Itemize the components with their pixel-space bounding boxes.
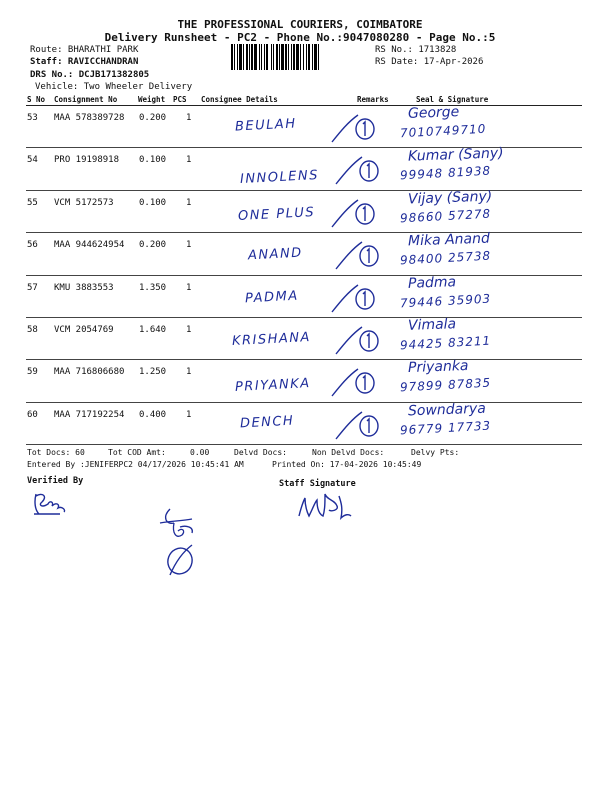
- table-row: [0, 106, 600, 148]
- row-consignment: VCM 2054769: [54, 325, 114, 335]
- table-row: [0, 273, 600, 318]
- row-weight: 1.640: [139, 325, 167, 335]
- printed-on: Printed On: 17-04-2026 10:45:49: [272, 460, 422, 469]
- row-sno: 58: [27, 325, 38, 335]
- table-row: [0, 318, 600, 360]
- row-consignment: MAA 717192254: [54, 409, 125, 420]
- row-sno: 54: [27, 155, 38, 166]
- consignee-handwritten-name: PRIYANKA: [234, 376, 312, 396]
- remark-mark: [328, 197, 378, 231]
- remark-mark: [328, 282, 378, 316]
- row-weight: 0.200: [139, 113, 167, 123]
- receiver-phone: 79446 35903: [399, 291, 492, 310]
- remark-mark: [328, 366, 378, 400]
- receiver-signature-name: Vimala: [407, 316, 457, 334]
- row-consignment: MAA 944624954: [54, 240, 125, 251]
- col-sno: S No: [27, 95, 46, 104]
- row-consignment: PRO 19198918: [54, 155, 120, 166]
- remark-mark: [328, 112, 378, 146]
- delvd-docs: Delvd Docs:: [234, 448, 287, 457]
- consignee-handwritten-name: BEULAH: [234, 116, 297, 135]
- drs-number: DRS No.: DCJB171382805: [30, 70, 150, 80]
- receiver-signature-name: Mika Anand: [407, 230, 491, 250]
- consignee-handwritten-name: DENCH: [239, 413, 295, 432]
- table-row: [0, 360, 600, 402]
- tot-cod-value: 0.00: [190, 448, 210, 457]
- row-consignment: VCM 5172573: [54, 197, 114, 208]
- consignee-handwritten-name: INNOLENS: [239, 168, 320, 188]
- table-row: [0, 188, 600, 233]
- receiver-phone: 96779 17733: [399, 418, 492, 438]
- scribble-signature: [152, 505, 204, 583]
- runsheet-title: Delivery Runsheet - PC2 - Phone No.:9047080280 - Page No.:5: [104, 31, 496, 44]
- rs-date: RS Date: 17-Apr-2026: [375, 57, 484, 67]
- non-delvd-docs: Non Delvd Docs:: [312, 448, 385, 457]
- receiver-phone: 94425 83211: [399, 333, 492, 353]
- table-row: [0, 400, 600, 445]
- remark-mark: [332, 409, 382, 443]
- consignee-handwritten-name: KRISHANA: [231, 329, 312, 350]
- row-pcs: 1: [186, 240, 192, 251]
- receiver-phone: 97899 87835: [399, 376, 492, 395]
- vehicle-label: Vehicle: Two Wheeler Delivery: [35, 82, 193, 92]
- row-sno: 59: [27, 367, 38, 378]
- receiver-signature-name: Vijay (Sany): [407, 188, 493, 208]
- staff-label: Staff: RAVICCHANDRAN: [30, 57, 139, 67]
- row-pcs: 1: [186, 409, 192, 420]
- row-consignment: KMU 3883553: [54, 282, 114, 293]
- table-row: [0, 230, 600, 275]
- row-pcs: 1: [186, 155, 192, 166]
- col-weight: Weight: [138, 95, 166, 104]
- col-seal: Seal & Signature: [416, 95, 489, 104]
- entered-by: Entered By :JENIFERPC2 04/17/2026 10:45:41 AM: [27, 460, 244, 469]
- row-weight: 0.200: [139, 240, 167, 251]
- verified-by-label: Verified By: [27, 476, 84, 486]
- row-sno: 55: [27, 197, 38, 208]
- receiver-signature-name: Padma: [407, 273, 457, 292]
- tot-docs: Tot Docs: 60: [27, 448, 85, 457]
- staff-signature: [295, 490, 355, 524]
- row-weight: 0.400: [139, 409, 167, 420]
- row-pcs: 1: [186, 282, 192, 293]
- receiver-phone: 99948 81938: [399, 164, 492, 183]
- row-weight: 0.100: [139, 155, 167, 166]
- remark-mark: [332, 154, 382, 188]
- row-pcs: 1: [186, 325, 192, 335]
- row-pcs: 1: [186, 113, 192, 123]
- row-sno: 60: [27, 409, 38, 420]
- row-consignment: MAA 716806680: [54, 367, 125, 378]
- table-row: [0, 145, 600, 190]
- receiver-signature-name: Sowndarya: [407, 400, 487, 420]
- row-sno: 56: [27, 240, 38, 251]
- staff-signature-label: Staff Signature: [279, 479, 356, 489]
- row-weight: 0.100: [139, 197, 167, 208]
- tot-cod-label: Tot COD Amt:: [108, 448, 166, 457]
- rs-number: RS No.: 1713828: [375, 45, 457, 55]
- receiver-phone: 7010749710: [399, 121, 487, 141]
- receiver-phone: 98660 57278: [399, 206, 492, 226]
- consignee-handwritten-name: ONE PLUS: [237, 204, 316, 224]
- row-divider: [26, 444, 582, 445]
- col-consignee: Consignee Details: [201, 95, 278, 104]
- consignee-handwritten-name: ANAND: [247, 245, 304, 264]
- row-pcs: 1: [186, 367, 192, 378]
- col-consignment: Consignment No: [54, 95, 118, 104]
- receiver-phone: 98400 25738: [399, 248, 492, 268]
- remark-mark: [332, 324, 382, 358]
- receiver-signature-name: George: [407, 104, 460, 122]
- verifier-signature: [30, 490, 70, 518]
- col-remarks: Remarks: [357, 95, 389, 104]
- consignee-handwritten-name: PADMA: [244, 288, 300, 306]
- row-weight: 1.350: [139, 282, 167, 293]
- row-pcs: 1: [186, 197, 192, 208]
- delvy-pts: Delvy Pts:: [411, 448, 460, 457]
- remark-mark: [332, 239, 382, 273]
- row-consignment: MAA 578389728: [54, 113, 125, 123]
- row-sno: 53: [27, 113, 38, 123]
- barcode-image: [231, 44, 370, 70]
- row-sno: 57: [27, 282, 38, 293]
- receiver-signature-name: Priyanka: [407, 358, 469, 377]
- company-title: THE PROFESSIONAL COURIERS, COIMBATORE: [177, 18, 423, 31]
- col-pcs: PCS: [173, 95, 187, 104]
- receiver-signature-name: Kumar (Sany): [407, 145, 504, 166]
- route-label: Route: BHARATHI PARK: [30, 45, 139, 55]
- row-weight: 1.250: [139, 367, 167, 378]
